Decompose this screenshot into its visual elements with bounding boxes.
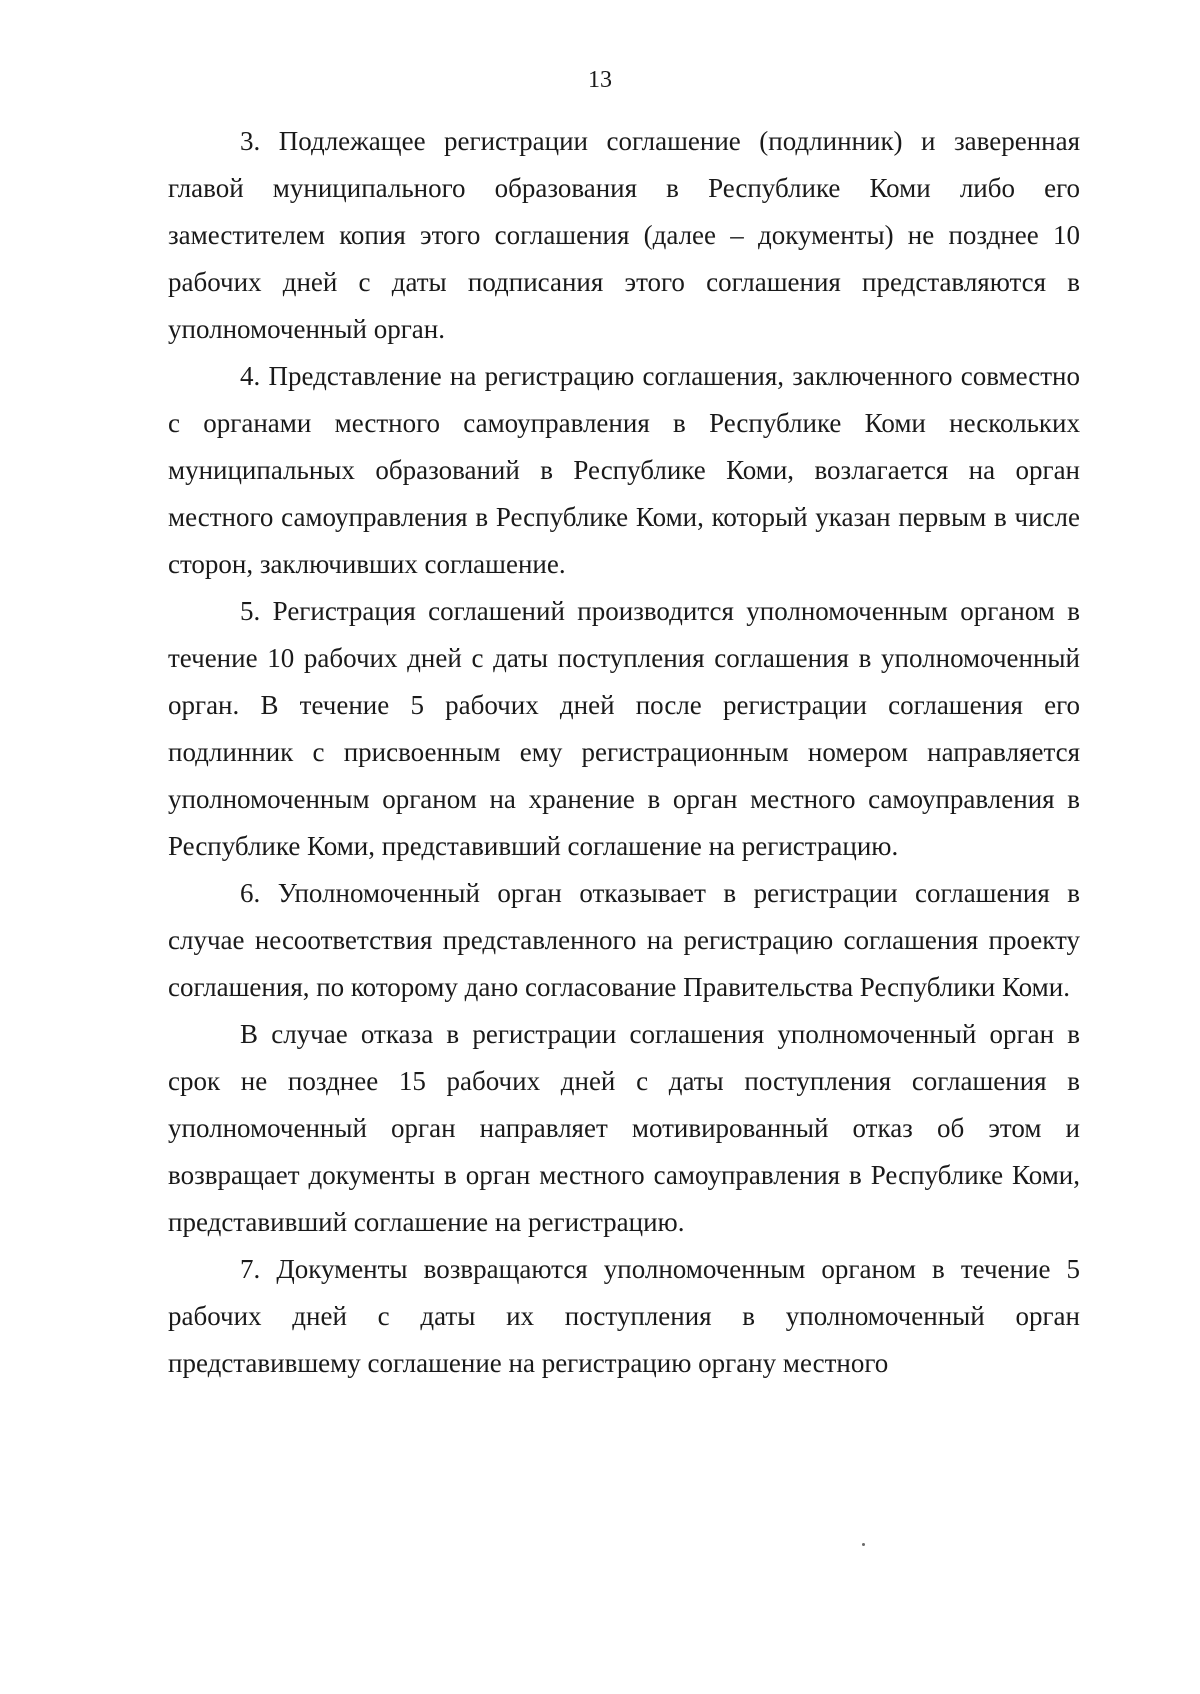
document-body bbox=[168, 118, 1080, 1387]
scan-speck bbox=[862, 1543, 865, 1546]
paragraph-4: 4. Представление на регистрацию соглашения, заключенного совместно с органами местного самоуправления в Республике Коми нескольких муниципальных образований в Республике Коми, возлагается на орган местного самоуправления в Республике Коми, который указан первым в числе сторон, заключивших соглашение. bbox=[168, 361, 1080, 579]
paragraph-6: 6. Уполномоченный орган отказывает в регистрации соглашения в случае несоответствия представленного на регистрацию соглашения проекту соглашения, по которому дано согласование Правительства Республики Коми. bbox=[168, 878, 1080, 1002]
paragraph-refusal: В случае отказа в регистрации соглашения уполномоченный орган в срок не позднее 15 рабочих дней с даты поступления соглашения в уполномоченный орган направляет мотивированный отказ об этом и возвращает документы в орган местного самоуправления в Республике Коми, представивший соглашение на регистрацию. bbox=[168, 1019, 1080, 1237]
paragraph-5: 5. Регистрация соглашений производится уполномоченным органом в течение 10 рабочих дней с даты поступления соглашения в уполномоченный орган. В течение 5 рабочих дней после регистрации соглашения его подлинник с присвоенным ему регистрационным номером направляется уполномоченным органом на хранение в орган местного самоуправления в Республике Коми, представивший соглашение на регистрацию. bbox=[168, 596, 1080, 861]
paragraph-7: 7. Документы возвращаются уполномоченным органом в течение 5 рабочих дней с даты их поступления в уполномоченный орган представившему соглашение на регистрацию органу местного bbox=[168, 1254, 1080, 1378]
page-number: 13 bbox=[588, 67, 612, 93]
paragraph-3: 3. Подлежащее регистрации соглашение (подлинник) и заверенная главой муниципального образования в Республике Коми либо его заместителем копия этого соглашения (далее – документы) не позднее 10 рабочих дней с даты подписания этого соглашения представляются в уполномоченный орган. bbox=[168, 126, 1080, 344]
